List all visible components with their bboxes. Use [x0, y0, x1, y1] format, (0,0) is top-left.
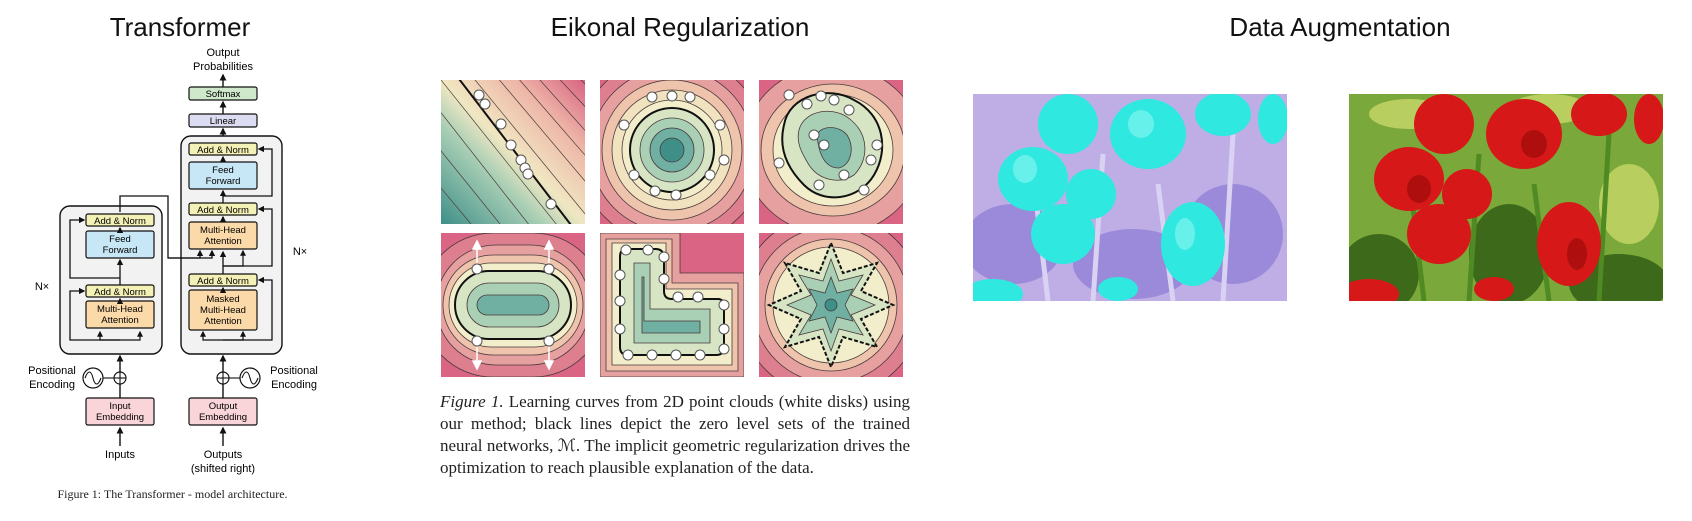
encoder-ff-label-2: Forward [102, 245, 138, 256]
encoder-positional-label: Positional [28, 365, 76, 377]
output-probabilities-label: Output [206, 47, 240, 59]
encoder-mha-label: Multi-Head [97, 304, 143, 315]
softmax-label: Softmax [205, 89, 241, 100]
decoder-mha-label-2: Attention [204, 236, 242, 247]
transformer-caption: Figure 1: The Transformer - model architecture. [57, 487, 288, 501]
decoder-positional-label: Positional [270, 365, 318, 377]
augmented-tulip-photo [973, 94, 1287, 301]
decoder-positional-label-2: Encoding [271, 379, 317, 391]
decoder-add-norm-2-label: Add & Norm [197, 205, 249, 216]
eikonal-caption-label: Figure 1. [440, 392, 504, 411]
eikonal-caption-text: Learning curves from 2D point clouds (white disks) using our method; black lines depict the zero level sets of the trained neural networks, ℳ. The implicit geometric regularization drives the optimization to reach plausible explanation of the data. [440, 392, 911, 477]
eikonal-tile-lshape [600, 233, 744, 377]
eikonal-title: Eikonal Regularization [550, 12, 810, 42]
encoder-add-norm-2-label: Add & Norm [94, 216, 146, 227]
outputs-label: Outputs [203, 449, 243, 461]
transformer-diagram [0, 0, 340, 521]
encoder-block [60, 206, 162, 354]
output-embedding-label: Output [208, 401, 238, 412]
eikonal-tile-blob [759, 80, 903, 224]
encoder-mha-label-2: Attention [101, 315, 139, 326]
output-probabilities-label-2: Probabilities [193, 61, 253, 73]
original-tulip-photo [1349, 94, 1663, 301]
decoder-add-norm-1-label: Add & Norm [197, 276, 249, 287]
decoder-mha-label: Multi-Head [200, 225, 246, 236]
inputs-label: Inputs [105, 449, 135, 461]
augmentation-title: Data Augmentation [1229, 12, 1451, 42]
linear-label: Linear [209, 116, 237, 127]
decoder-feed-forward-label-2: Forward [205, 176, 241, 187]
encoder-nx-label: N× [34, 281, 50, 293]
masked-label: Masked [206, 294, 240, 305]
decoder-add-norm-3-label: Add & Norm [197, 145, 249, 156]
output-embedding-label-2: Embedding [198, 412, 248, 423]
transformer-title: Transformer [109, 12, 251, 42]
eikonal-tile-capsule [441, 233, 585, 377]
eikonal-tile-star [759, 233, 903, 377]
encoder-add-norm-1-label: Add & Norm [94, 287, 146, 298]
input-embedding-label-2: Embedding [95, 412, 145, 423]
eikonal-caption [440, 391, 910, 479]
encoder-ff-label: Feed [109, 234, 131, 245]
outputs-label-2: (shifted right) [190, 463, 256, 475]
masked-label-2: Multi-Head [200, 305, 246, 316]
eikonal-tile-diagonal [441, 80, 585, 224]
eikonal-tile-circle [600, 80, 744, 224]
decoder-nx-label: N× [292, 246, 308, 258]
encoder-positional-label-2: Encoding [29, 379, 75, 391]
input-embedding-label: Input [109, 401, 131, 412]
decoder-feed-forward-label: Feed [212, 165, 234, 176]
masked-label-3: Attention [204, 316, 242, 327]
